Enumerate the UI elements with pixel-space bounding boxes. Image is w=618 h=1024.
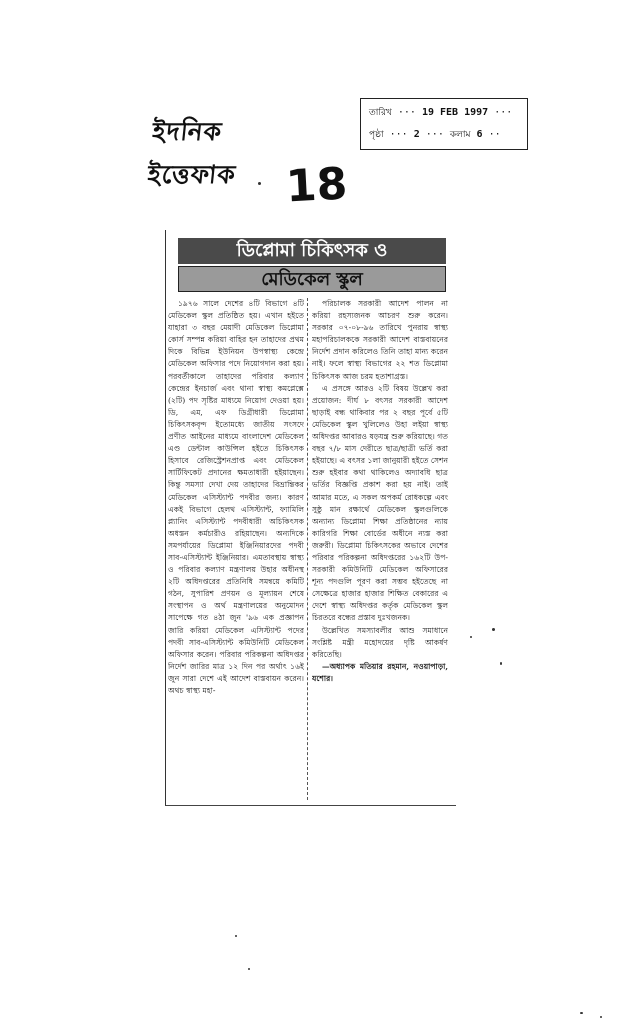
scan-speck xyxy=(470,636,472,638)
headline-line-2: মেডিকেল স্কুল xyxy=(178,266,446,292)
headline-line-1: ডিপ্লোমা চিকিৎসক ও xyxy=(178,238,446,264)
stamp-column-label: কলাম xyxy=(449,130,471,140)
clipping-stamp xyxy=(360,98,528,150)
author-signature: —অধ্যাপক মতিয়ার রহমান, নওয়াপাড়া, যশোর। xyxy=(312,661,448,683)
article-column-right xyxy=(312,298,448,798)
scan-speck xyxy=(492,628,495,631)
scan-speck xyxy=(248,968,250,970)
stamp-page-label: পৃষ্ঠা xyxy=(369,130,384,140)
scan-speck xyxy=(600,1016,602,1018)
scan-speck xyxy=(258,182,261,185)
article-paragraph: ১৯৭৬ সালে দেশের ৪টি বিভাগে ৪টি মেডিকেল স্কুল প্রতিষ্ঠিত হয়। এখান হইতে যাহারা ৩ বছর মেয়াদী মেডিকেল ডিপ্লোমা কোর্স সম্পন্ন করিয়া বাহির হন তাহাদের প্রথম দিকে বিভিন্ন ইউনিয়ন উপস্বাস্থ্য কেন্দ্রে মেডিকেল অফিসার পদে নিয়োগদান করা হয়। পরবর্তীকালে তাহাদের পরিবার কল্যাণ কেন্দ্রের ইনচার্জ এবং থানা স্বাস্থ্য কমপ্লেক্সে (২টি) পদ সৃষ্টির মাধ্যমে নিয়োগ দেওয়া হয়। ডি, এম, এফ ডিগ্রীধারী ডিপ্লোমা চিকিৎসকবৃন্দ ইতোমধ্যে জাতীয় সংসদে প্রণীত আইনের মাধ্যমে বাংলাদেশ মেডিকেল এণ্ড ডেন্টাল কাউন্সিল হইতে চিকিৎসক হিসাবে রেজিস্ট্রেশনপ্রাপ্ত এবং মেডিকেল সার্টিফিকেট প্রদানের ক্ষমতাধারী হইয়াছেন। কিন্তু সমস্যা দেখা দেয় তাহাদের বিভ্রান্তিকর মেডিকেল এসিস্ট্যান্ট পদবীর জন্য। কারণ একই বিভাগে হেলথ এসিস্ট্যান্ট, ফ্যামিলি প্ল্যানিং এসিস্ট্যান্ট পদবীধারী অচিকিৎসক অধস্তন কর্মচারীও রহিয়াছেন। অন্যদিকে সমপর্যায়ের ডিপ্লোমা ইঞ্জিনিয়ারদের পদবী সাব-এসিস্ট্যান্ট ইঞ্জিনিয়ার। এমতাবস্থায় স্বাস্থ্য ও পরিবার কল্যাণ মন্ত্রণালয় উহার অধীনস্থ ২টি অধিদপ্তরের প্রতিনিধি সমন্বয়ে কমিটি গঠন, সুপারিশ প্রণয়ন ও মূল্যায়ন শেষে সংস্থাপন ও অর্থ মন্ত্রণালয়ের অনুমোদন সাপেক্ষে গত ৪ঠা জুন '৯৬ এক প্রজ্ঞাপন জারি করিয়া মেডিকেল এসিস্ট্যান্ট পদের পদবী সাব-এসিস্ট্যান্ট কমিউনিটি মেডিকেল অফিসার করেন। পরিবার পরিকল্পনা অধিদপ্তর নির্দেশ জারির মাত্র ১২ দিন পর অর্থাৎ ১৬ই জুন সারা দেশে এই আদেশ বাস্তবায়ন করেন। অথচ স্বাস্থ্য মহা- xyxy=(168,299,304,695)
article-paragraph: পরিচালক সরকারী আদেশ পালন না করিয়া রহস্যজনক আচরণ শুরু করেন। সরকার ০৭-০৮-৯৬ তারিখে পুনরায় স্বাস্থ্য মহাপরিচালককে সরকারী আদেশ বাস্তবায়নের নির্দেশ প্রদান করিলেও তিনি তাহা মান্য করেন নাই। ফলে স্বাস্থ্য বিভাগের ২২ শত ডিপ্লোমা চিকিৎসক আজ চরম হতাশাগ্রস্ত। xyxy=(312,299,448,381)
column-divider xyxy=(307,298,308,800)
stamp-date-label: তারিখ xyxy=(369,108,392,118)
stamp-column-value: 6 xyxy=(476,129,483,140)
newspaper-masthead: ইদনিক ইত্তেফাক xyxy=(146,117,238,189)
article-paragraph: এ প্রসঙ্গে আরও ২টি বিষয় উল্লেখ করা প্রয়োজন: দীর্ঘ ৮ বৎসর সরকারী আদেশ ছাড়াই বন্ধ থাকিবার পর ২ বছর পূর্বে ৫টি মেডিকেল স্কুল খুলিলেও উহা লইয়া স্বাস্থ্য অধিদপ্তর আবারও ষড়যন্ত্র শুরু করিয়াছে। গত বছর ৭/৮ মাস দেরীতে ছাত্র/ছাত্রী ভর্তি করা হইয়াছে। এ বৎসর ১লা জানুয়ারী হইতে সেশন শুরু হইবার কথা থাকিলেও অদ্যাবধি ছাত্র ভর্তির বিজ্ঞপ্তি প্রকাশ করা হয় নাই। তাই আমার মতে, এ সকল অপকর্ম রোধকল্পে এবং সুষ্ঠু মান রক্ষার্থে মেডিকেল স্কুলগুলিকে অন্যান্য ডিপ্লোমা শিক্ষা প্রতিষ্ঠানের ন্যায় কারিগরি শিক্ষা বোর্ডের অধীনে ন্যস্ত করা জরুরী। ডিপ্লোমা চিকিৎসকের অভাবে দেশের পরিবার পরিকল্পনা অধিদপ্তরের ১৬২টি উপ-সরকারী কমিউনিটি মেডিকেল অফিসারের শূন্য পদগুলি পূরণ করা সম্ভব হইতেছে না সেক্ষেত্রে হাজার হাজার শিক্ষিত বেকারের এ দেশে স্বাস্থ্য অধিদপ্তর কর্তৃক মেডিকেল স্কুল চিরতরে বন্ধের প্রস্তাব দুঃখজনক। xyxy=(312,383,448,623)
scan-speck xyxy=(235,935,237,937)
scan-speck xyxy=(580,1012,583,1014)
stamp-page-row: পৃষ্ঠা ··· 2 ··· কলাম 6 ·· xyxy=(369,129,501,140)
article-paragraph: উল্লেখিত সমস্যাবলীর আশু সমাধানে সংশ্লিষ্ট মন্ত্রী মহোদয়ের দৃষ্টি আকর্ষণ করিতেছি। xyxy=(312,625,448,659)
scan-speck xyxy=(500,662,502,665)
stamp-date-row: তারিখ ··· 19 FEB 1997 ··· xyxy=(369,107,513,118)
stamp-page-value: 2 xyxy=(413,129,420,140)
handwritten-page-number: 18 xyxy=(284,158,349,213)
stamp-date-value: 19 FEB 1997 xyxy=(421,107,489,118)
article-column-left xyxy=(168,298,304,798)
